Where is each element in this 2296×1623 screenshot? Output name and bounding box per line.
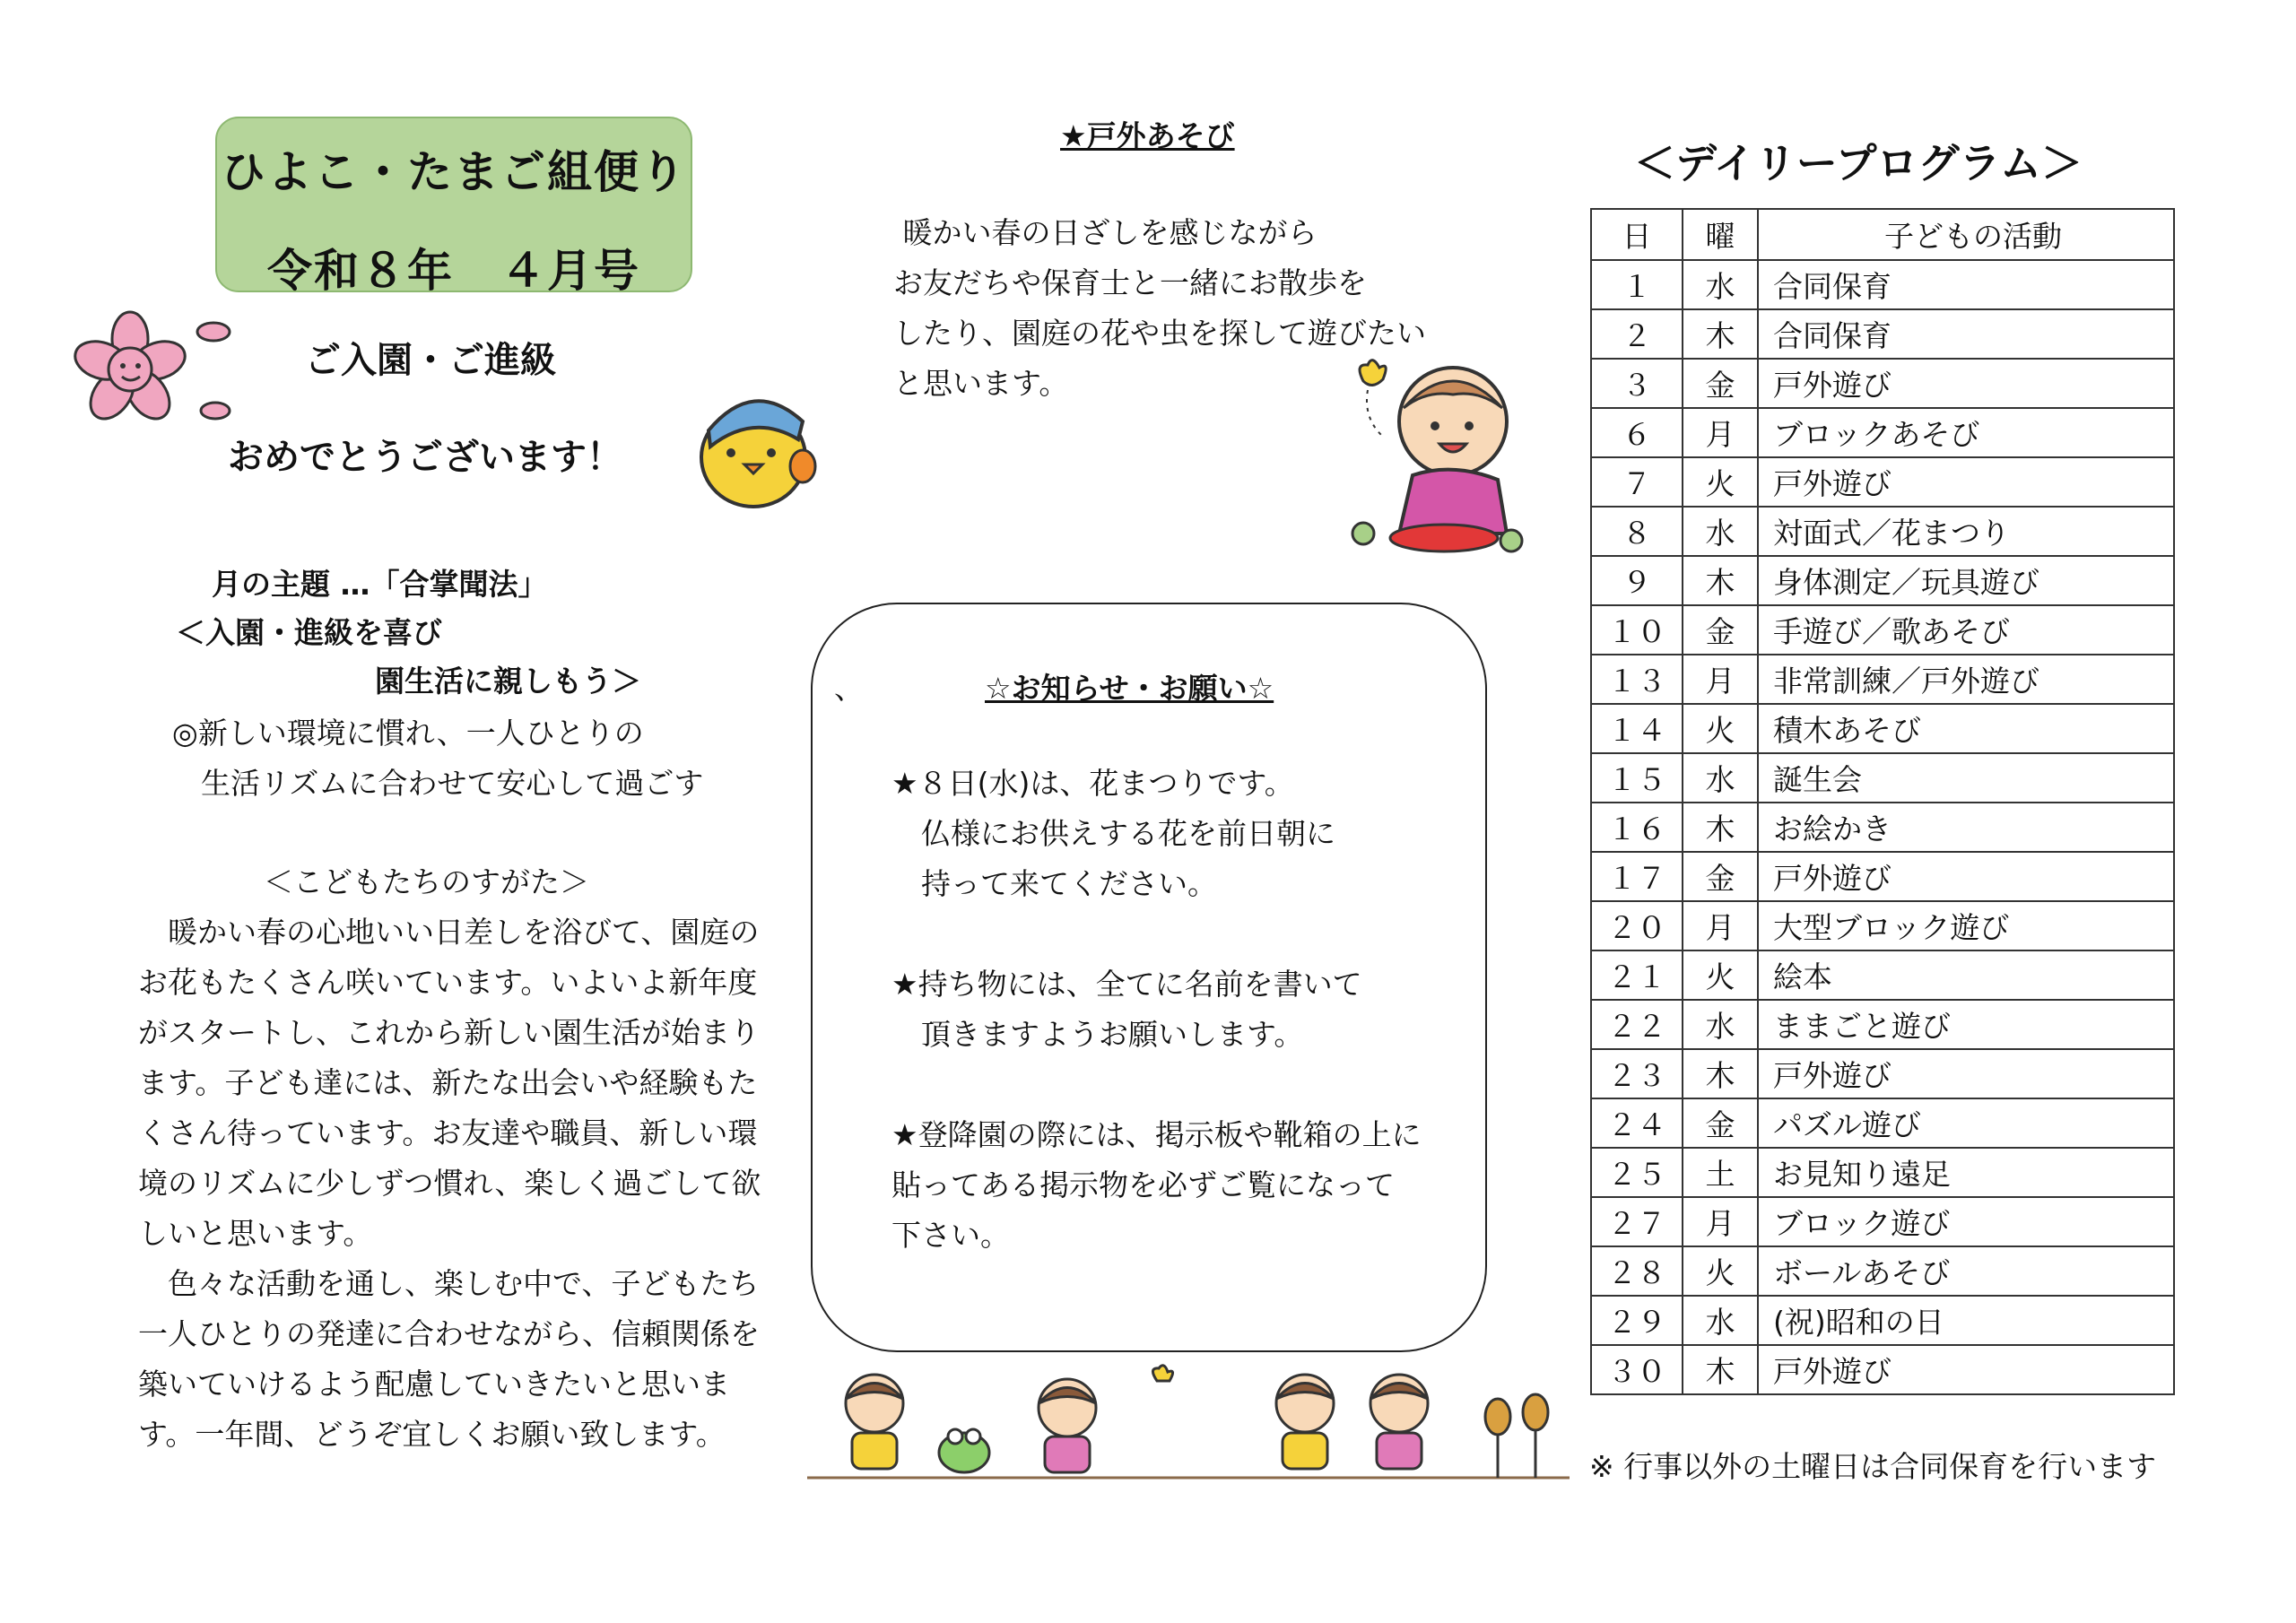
body-line: 色々な活動を通し、楽しむ中で、子どもたち	[138, 1266, 760, 1301]
cell-activity: 非常訓練／戸外遊び	[1758, 655, 2174, 704]
cell-weekday: 水	[1683, 1000, 1758, 1049]
body-line: くさん待っています。お友達や職員、新しい環	[138, 1115, 758, 1150]
greeting-line2: おめでとうございます！	[228, 437, 622, 478]
cell-weekday: 金	[1683, 1098, 1758, 1148]
cell-weekday: 木	[1683, 1049, 1758, 1098]
cell-activity: 誕生会	[1758, 753, 2174, 803]
cell-weekday: 火	[1683, 704, 1758, 753]
cell-weekday: 金	[1683, 359, 1758, 408]
body-line: 築いていけるよう配慮していきたいと思いま	[138, 1367, 730, 1402]
cell-weekday: 水	[1683, 1296, 1758, 1345]
cell-activity: 絵本	[1758, 950, 2174, 1000]
header-activity: 子どもの活動	[1758, 209, 2174, 260]
cell-activity: 手遊び／歌あそび	[1758, 605, 2174, 655]
body-line: ます。子ども達には、新たな出会いや経験もた	[138, 1065, 758, 1100]
cell-activity: 戸外遊び	[1758, 1345, 2174, 1394]
cell-activity: 戸外遊び	[1758, 1049, 2174, 1098]
body-line: 一人ひとりの発達に合わせながら、信頼関係を	[138, 1316, 760, 1351]
table-row	[1591, 1049, 2174, 1098]
program-footnote: ※ 行事以外の土曜日は合同保育を行います	[1589, 1449, 2157, 1484]
cell-day: ６	[1591, 408, 1683, 457]
table-row	[1591, 1098, 2174, 1148]
notice-body	[891, 759, 1422, 1261]
cell-weekday: 木	[1683, 1345, 1758, 1394]
table-row	[1591, 507, 2174, 556]
cell-weekday: 月	[1683, 655, 1758, 704]
header-day: 日	[1591, 209, 1683, 260]
issue-date: 令和８年 ４月号	[267, 245, 640, 297]
cell-activity: ボールあそび	[1758, 1246, 2174, 1296]
cell-activity: 大型ブロック遊び	[1758, 901, 2174, 950]
cell-activity: 戸外遊び	[1758, 359, 2174, 408]
cell-weekday: 土	[1683, 1148, 1758, 1197]
body-line: しいと思います。	[138, 1216, 373, 1251]
outdoor-line: お友だちや保育士と一緒にお散歩を	[893, 265, 1367, 300]
cell-day: ２	[1591, 309, 1683, 359]
cell-activity: 積木あそび	[1758, 704, 2174, 753]
table-row	[1591, 605, 2174, 655]
cell-day: ２７	[1591, 1197, 1683, 1246]
cell-activity: 戸外遊び	[1758, 852, 2174, 901]
notice-line: 仏様にお供えする花を前日朝に	[891, 816, 1335, 851]
cell-day: ３０	[1591, 1345, 1683, 1394]
table-row	[1591, 457, 2174, 507]
cell-weekday: 火	[1683, 1246, 1758, 1296]
cell-activity: パズル遊び	[1758, 1098, 2174, 1148]
cell-day: １３	[1591, 655, 1683, 704]
cell-weekday: 水	[1683, 260, 1758, 309]
notice-line	[891, 909, 1422, 959]
cell-weekday: 火	[1683, 457, 1758, 507]
table-row	[1591, 655, 2174, 704]
table-row	[1591, 704, 2174, 753]
program-title: ＜デイリープログラム＞	[1634, 139, 2083, 187]
cell-activity: (祝)昭和の日	[1758, 1296, 2174, 1345]
cell-activity: ブロックあそび	[1758, 408, 2174, 457]
cell-day: ２４	[1591, 1098, 1683, 1148]
cell-day: １	[1591, 260, 1683, 309]
girl-illustration	[1327, 354, 1543, 560]
cell-activity: ブロック遊び	[1758, 1197, 2174, 1246]
outdoor-line: したり、園庭の花や虫を探して遊びたい	[893, 316, 1426, 351]
cell-day: １６	[1591, 803, 1683, 852]
notice-line: ★８日(水)は、花まつりです。	[891, 766, 1294, 801]
cell-activity: 合同保育	[1758, 260, 2174, 309]
cell-day: １０	[1591, 605, 1683, 655]
notice-line: 頂きますようお願いします。	[891, 1017, 1304, 1052]
children-body	[138, 907, 761, 1460]
theme-sub2: 園生活に親しもう＞	[375, 664, 641, 699]
theme-heading: 月の主題 …「合掌聞法」	[212, 567, 548, 602]
cell-weekday: 金	[1683, 852, 1758, 901]
cell-weekday: 月	[1683, 1197, 1758, 1246]
notice-heading: ☆お知らせ・お願い☆	[985, 671, 1274, 706]
cell-day: ３	[1591, 359, 1683, 408]
chick-illustration	[682, 368, 825, 520]
cell-weekday: 木	[1683, 556, 1758, 605]
cell-day: ２９	[1591, 1296, 1683, 1345]
table-row	[1591, 1296, 2174, 1345]
greeting-line1: ご入園・ご進級	[305, 340, 556, 381]
cell-activity: 戸外遊び	[1758, 457, 2174, 507]
table-row	[1591, 556, 2174, 605]
cell-day: ２０	[1591, 901, 1683, 950]
outdoor-line: 暖かい春の日ざしを感じながら	[893, 215, 1318, 250]
cell-day: １７	[1591, 852, 1683, 901]
body-line: す。一年間、どうぞ宜しくお願い致します。	[138, 1417, 726, 1452]
children-heading: ＜こどもたちのすがた＞	[264, 864, 589, 899]
cell-day: １４	[1591, 704, 1683, 753]
children-playing-illustration	[807, 1363, 1570, 1488]
cell-day: ７	[1591, 457, 1683, 507]
cell-day: ２１	[1591, 950, 1683, 1000]
table-header-row	[1591, 209, 2174, 260]
cell-day: ２２	[1591, 1000, 1683, 1049]
newsletter-title: ひよこ・たまご組便り	[221, 146, 687, 198]
theme-goal1: ◎新しい環境に慣れ、一人ひとりの	[172, 716, 644, 751]
notice-line	[891, 1060, 1422, 1110]
notice-line: 貼ってある掲示物を必ずご覧になって	[891, 1167, 1395, 1202]
table-row	[1591, 1148, 2174, 1197]
cell-weekday: 金	[1683, 605, 1758, 655]
table-row	[1591, 1345, 2174, 1394]
body-line: 暖かい春の心地いい日差しを浴びて、園庭の	[138, 915, 760, 950]
outdoor-heading: ★戸外あそび	[1060, 118, 1235, 153]
cell-day: ９	[1591, 556, 1683, 605]
outdoor-line: と思います。	[893, 366, 1069, 401]
cell-weekday: 月	[1683, 408, 1758, 457]
cell-weekday: 水	[1683, 507, 1758, 556]
body-line: お花もたくさん咲いています。いよいよ新年度	[138, 965, 758, 1000]
table-row	[1591, 309, 2174, 359]
body-line: 境のリズムに少しずつ慣れ、楽しく過ごして欲	[138, 1166, 761, 1201]
table-row	[1591, 1000, 2174, 1049]
table-row	[1591, 950, 2174, 1000]
daily-program-table	[1590, 208, 2175, 1395]
cell-weekday: 月	[1683, 901, 1758, 950]
theme-goal2: 生活リズムに合わせて安心して過ごす	[201, 766, 704, 801]
cell-weekday: 水	[1683, 753, 1758, 803]
cell-activity: お見知り遠足	[1758, 1148, 2174, 1197]
notice-line: 下さい。	[891, 1218, 1010, 1253]
cell-activity: 合同保育	[1758, 309, 2174, 359]
table-row	[1591, 408, 2174, 457]
notice-mark: 、	[834, 671, 864, 706]
cell-activity: 身体測定／玩具遊び	[1758, 556, 2174, 605]
table-row	[1591, 753, 2174, 803]
cell-activity: お絵かき	[1758, 803, 2174, 852]
cell-activity: ままごと遊び	[1758, 1000, 2174, 1049]
cell-day: ２５	[1591, 1148, 1683, 1197]
cell-day: ２３	[1591, 1049, 1683, 1098]
table-row	[1591, 901, 2174, 950]
newsletter-title-box	[215, 117, 692, 297]
table-row	[1591, 803, 2174, 852]
header-weekday: 曜	[1683, 209, 1758, 260]
table-row	[1591, 359, 2174, 408]
cell-day: ２８	[1591, 1246, 1683, 1296]
table-row	[1591, 1246, 2174, 1296]
notice-line: ★持ち物には、全てに名前を書いて	[891, 967, 1362, 1002]
cell-weekday: 火	[1683, 950, 1758, 1000]
notice-line: 持って来てください。	[891, 866, 1217, 901]
notice-line: ★登降園の際には、掲示板や靴箱の上に	[891, 1117, 1422, 1152]
cell-day: ８	[1591, 507, 1683, 556]
body-line: がスタートし、これから新しい園生活が始まり	[138, 1015, 760, 1050]
theme-sub1: ＜入園・進級を喜び	[176, 615, 442, 650]
cherry-blossom-illustration	[63, 305, 242, 439]
cell-day: １５	[1591, 753, 1683, 803]
cell-weekday: 木	[1683, 803, 1758, 852]
cell-activity: 対面式／花まつり	[1758, 507, 2174, 556]
table-row	[1591, 260, 2174, 309]
table-row	[1591, 1197, 2174, 1246]
cell-weekday: 木	[1683, 309, 1758, 359]
table-row	[1591, 852, 2174, 901]
